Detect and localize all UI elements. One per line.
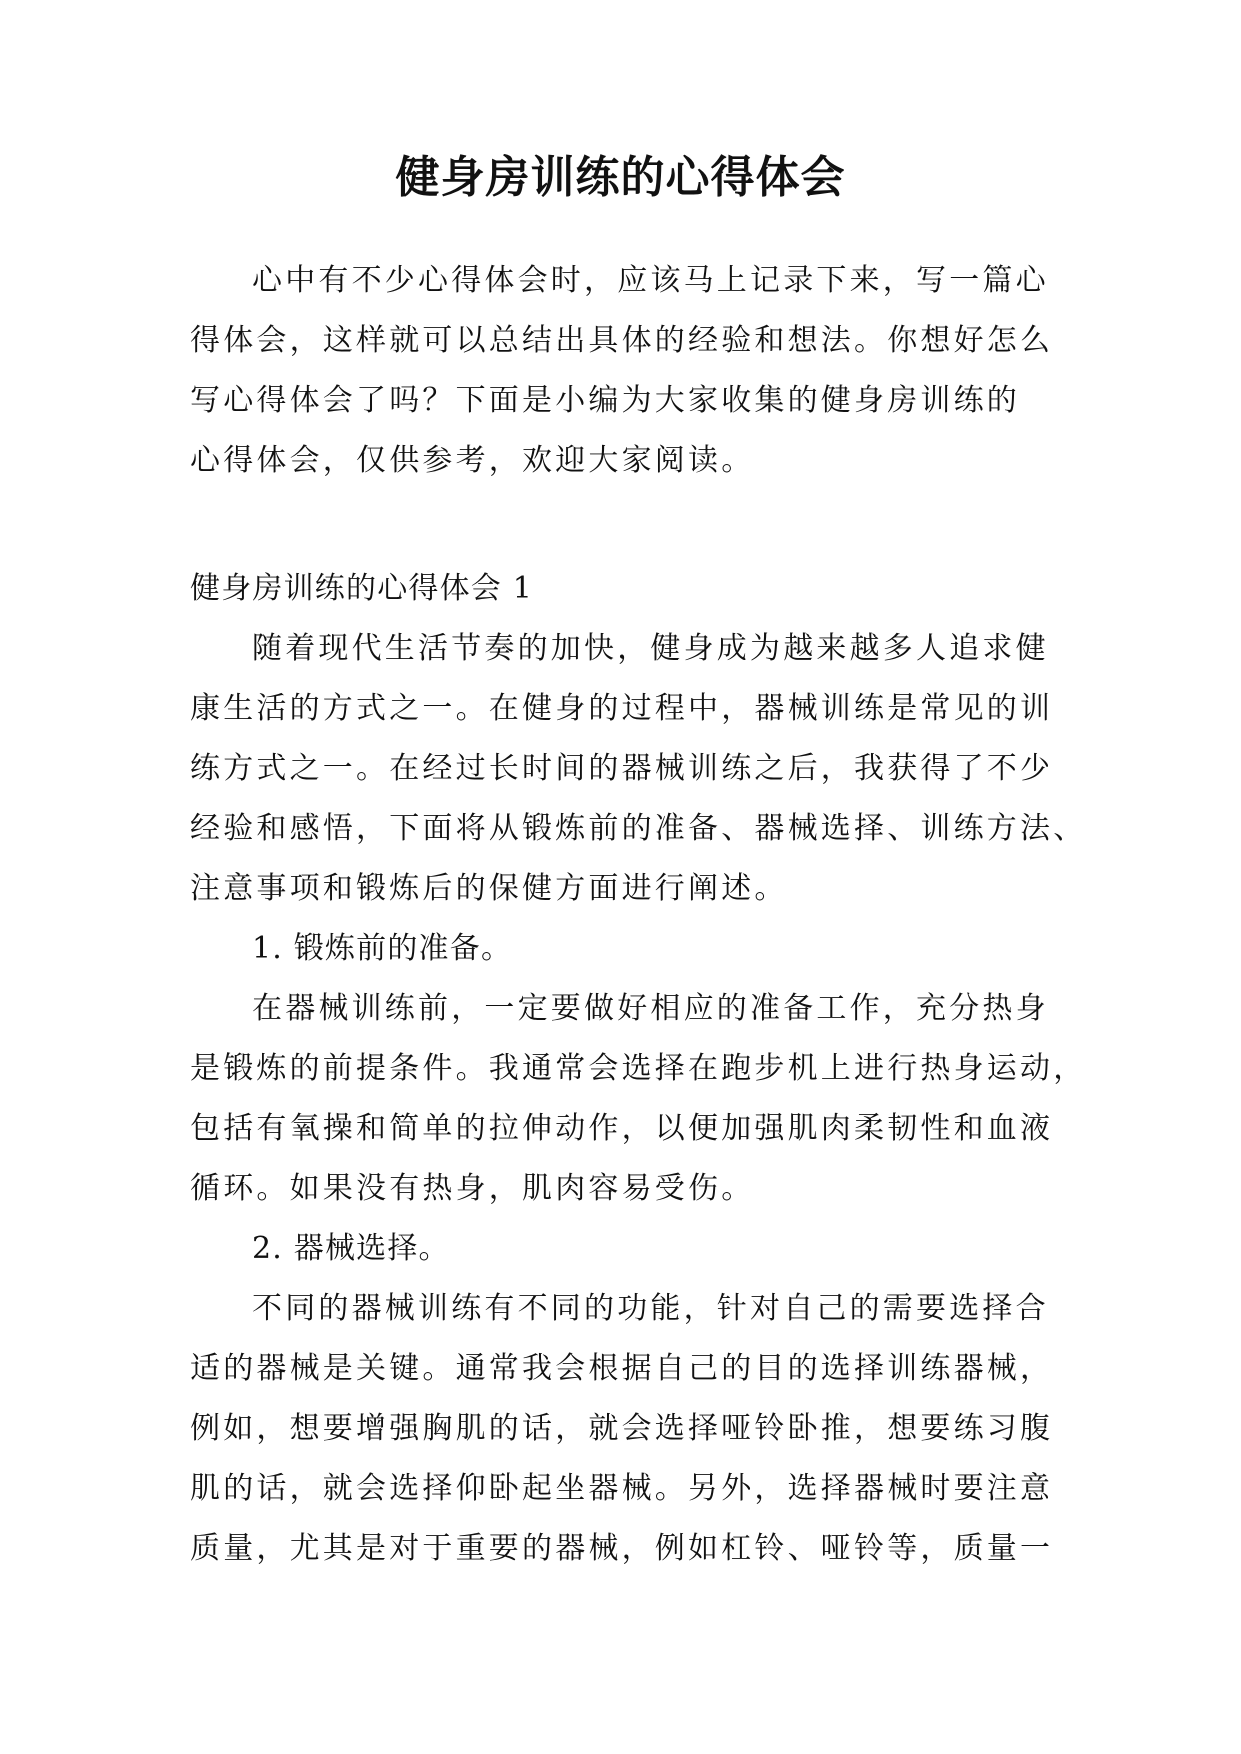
intro-line-4: 心得体会，仅供参考，欢迎大家阅读。 <box>190 443 755 478</box>
paragraph-2-line-3: 包括有氧操和简单的拉伸动作，以便加强肌肉柔韧性和血液 <box>190 1111 1054 1146</box>
paragraph-1-line-1: 随着现代生活节奏的加快，健身成为越来越多人追求健 <box>252 631 1049 666</box>
paragraph-3-line-5: 质量，尤其是对于重要的器械，例如杠铃、哑铃等，质量一 <box>190 1531 1054 1566</box>
paragraph-3-line-4: 肌的话，就会选择仰卧起坐器械。另外，选择器械时要注意 <box>190 1471 1054 1506</box>
subheading-1: 1. 锻炼前的准备。 <box>252 931 513 966</box>
paragraph-2-line-1: 在器械训练前，一定要做好相应的准备工作，充分热身 <box>252 991 1049 1026</box>
paragraph-1-line-3: 练方式之一。在经过长时间的器械训练之后，我获得了不少 <box>190 751 1054 786</box>
paragraph-2-line-4: 循环。如果没有热身，肌肉容易受伤。 <box>190 1171 755 1206</box>
document-title: 健身房训练的心得体会 <box>395 152 846 203</box>
intro-line-2: 得体会，这样就可以总结出具体的经验和想法。你想好怎么 <box>190 323 1054 358</box>
intro-line-1: 心中有不少心得体会时，应该马上记录下来，写一篇心 <box>252 263 1049 298</box>
paragraph-1-line-5: 注意事项和锻炼后的保健方面进行阐述。 <box>190 871 788 906</box>
paragraph-2-line-2: 是锻炼的前提条件。我通常会选择在跑步机上进行热身运动， <box>190 1051 1087 1086</box>
section-heading: 健身房训练的心得体会 1 <box>190 571 534 606</box>
paragraph-3-line-3: 例如，想要增强胸肌的话，就会选择哑铃卧推，想要练习腹 <box>190 1411 1054 1446</box>
paragraph-3-line-2: 适的器械是关键。通常我会根据自己的目的选择训练器械， <box>190 1351 1054 1386</box>
intro-line-3: 写心得体会了吗？下面是小编为大家收集的健身房训练的 <box>190 383 1020 418</box>
paragraph-1-line-2: 康生活的方式之一。在健身的过程中，器械训练是常见的训 <box>190 691 1054 726</box>
paragraph-1-line-4: 经验和感悟，下面将从锻炼前的准备、器械选择、训练方法、 <box>190 811 1087 846</box>
paragraph-3-line-1: 不同的器械训练有不同的功能，针对自己的需要选择合 <box>252 1291 1049 1326</box>
subheading-2: 2. 器械选择。 <box>252 1231 450 1266</box>
